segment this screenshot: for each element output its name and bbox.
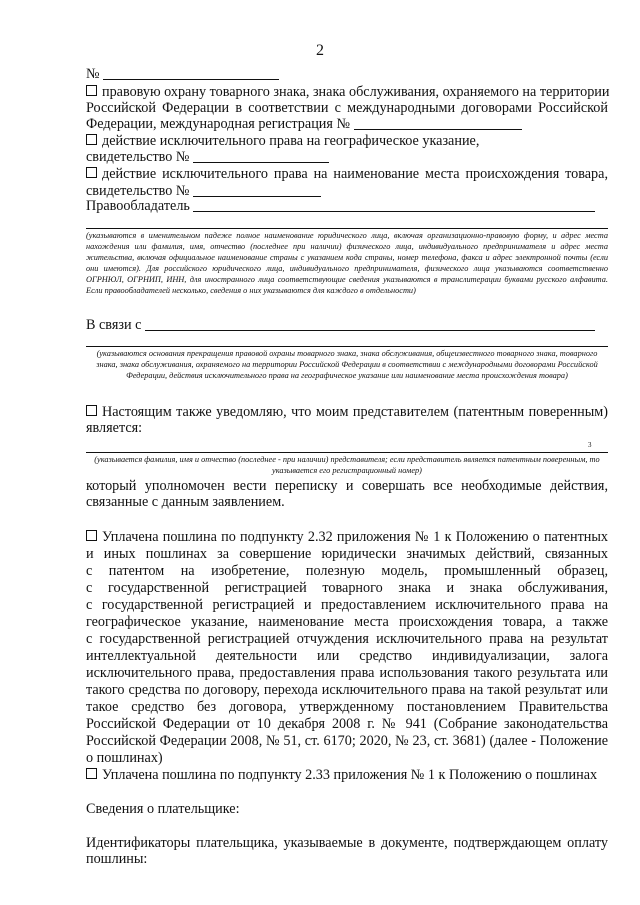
fee-line: о пошлинах)	[86, 750, 163, 766]
fee-line: с патентом на изобретение, полезную модель, промышленный образец,	[86, 563, 608, 579]
rep-note: (указывается фамилия, имя и отчество (последнее - при наличии) представителя; если представитель является патентным поверенным, то указывается его регистрационный номер)	[94, 455, 600, 475]
trademark-line-2: Российской Федерации в соответствии с международными договорами Российской	[86, 100, 608, 116]
rep-auth-1: который уполномочен вести переписку и совершать все необходимые действия,	[86, 478, 608, 494]
place-line-2: свидетельство №	[86, 183, 321, 200]
fee-line: и иных пошлинах за совершение юридически значимых действий, связанных	[86, 546, 608, 562]
holder-line	[86, 228, 608, 229]
rep-auth-2: связанные с данным заявлением.	[86, 494, 285, 510]
fee-line: с государственной регистрацией и предоставлением исключительного права на	[86, 597, 608, 613]
holder-field[interactable]	[193, 199, 595, 212]
representative-checkbox[interactable]	[86, 405, 97, 416]
rep-mark: 3	[588, 441, 592, 449]
rep-line-2: является:	[86, 420, 143, 436]
fee-line: Российской Федерации от 10 декабря 2008 г. № 941 (Собрание законодательства	[86, 716, 608, 732]
fee-line: с государственной регистрацией отчуждения исключительного права на результат	[86, 631, 608, 647]
reason-line	[86, 346, 608, 347]
international-registration-field[interactable]	[354, 117, 522, 130]
place-checkbox[interactable]	[86, 167, 97, 178]
holder-label: Правообладатель	[86, 198, 190, 214]
reason-row	[86, 317, 595, 334]
payer-heading: Сведения о плательщике:	[86, 801, 240, 817]
fee-line: географическое указание, наименование места происхождения товара, а также	[86, 614, 608, 630]
fee-line: такое средство без договора, утвержденному постановлением Правительства	[86, 699, 608, 715]
trademark-line-3: Федерации, международная регистрация №	[86, 116, 522, 133]
geo-certificate-field[interactable]	[193, 150, 329, 163]
geo-line-1: действие исключительного права на географическое указание,	[86, 133, 479, 150]
fee-233-checkbox[interactable]	[86, 768, 97, 779]
holder-row	[86, 198, 595, 215]
trademark-checkbox[interactable]	[86, 85, 97, 96]
fee-line: такого средства по договору, перехода исключительного права на такой результат или	[86, 682, 608, 698]
fee-line: Российской Федерации 2008, № 51, ст. 6170; 2020, № 23, ст. 3681) (далее - Положение	[86, 733, 608, 749]
page-number: 2	[316, 42, 324, 59]
place-line-1: действие исключительного права на наименование места происхождения товара,	[86, 166, 608, 183]
number-field[interactable]	[103, 67, 279, 80]
geo-checkbox[interactable]	[86, 134, 97, 145]
reason-note: (указываются основания прекращения правовой охраны товарного знака, знака обслуживания, общеизвестного товарного знака, товарного знака, знака обслуживания, охраняемого на территории Российской Федерации в соответствии с международными договорами Российской Федерации, действия исключительного права на географическое указание или наименование места происхождения товара)	[96, 349, 598, 380]
rep-line-1: Настоящим также уведомляю, что моим представителем (патентным поверенным)	[86, 404, 608, 421]
fee-232-checkbox[interactable]	[86, 530, 97, 541]
fee-line: Уплачена пошлина по подпункту 2.32 приложения № 1 к Положению о патентных	[86, 529, 608, 546]
reason-field[interactable]	[145, 318, 595, 331]
fee-line: интеллектуальной деятельности или средство индивидуализации, залога	[86, 648, 608, 664]
payer-id-line-2: пошлины:	[86, 851, 148, 867]
number-row	[86, 66, 279, 83]
payer-id-line-1: Идентификаторы плательщика, указываемые в документе, подтверждающем оплату	[86, 835, 608, 851]
representative-line	[86, 452, 608, 453]
holder-note: (указываются в именительном падеже полное наименование юридического лица, включая организационно-правовую форму, и адрес места нахождения или фамилия, имя, отчество (последнее при наличии) физического лица, индивидуального предпринимателя и адрес места жительства, включая официальное наименование страны с указанием кода страны, номер телефона, факса и адрес электронной почты (если они имеются). Для российского юридического лица, индивидуального предпринимателя, физического лица указываются соответственно ОГРНЮЛ, ОГРНИП, ИНН, для иностранного лица соответствующие сведения указываются в транслитерации буквами русского алфавита. Если правообладателей несколько, сведения о них указываются для каждого в отдельности)	[86, 231, 608, 295]
fee-line: с государственной регистрацией товарного знака и знака обслуживания,	[86, 580, 608, 596]
number-label: №	[86, 66, 100, 82]
place-certificate-field[interactable]	[193, 184, 321, 197]
fee-233-line: Уплачена пошлина по подпункту 2.33 приложения № 1 к Положению о пошлинах	[86, 767, 597, 784]
reason-label: В связи с	[86, 317, 142, 333]
fee-line: исключительного права, предоставления права использования такого результата или	[86, 665, 608, 681]
geo-line-2: свидетельство №	[86, 149, 329, 166]
trademark-line-1: правовую охрану товарного знака, знака обслуживания, охраняемого на территории	[86, 84, 608, 101]
